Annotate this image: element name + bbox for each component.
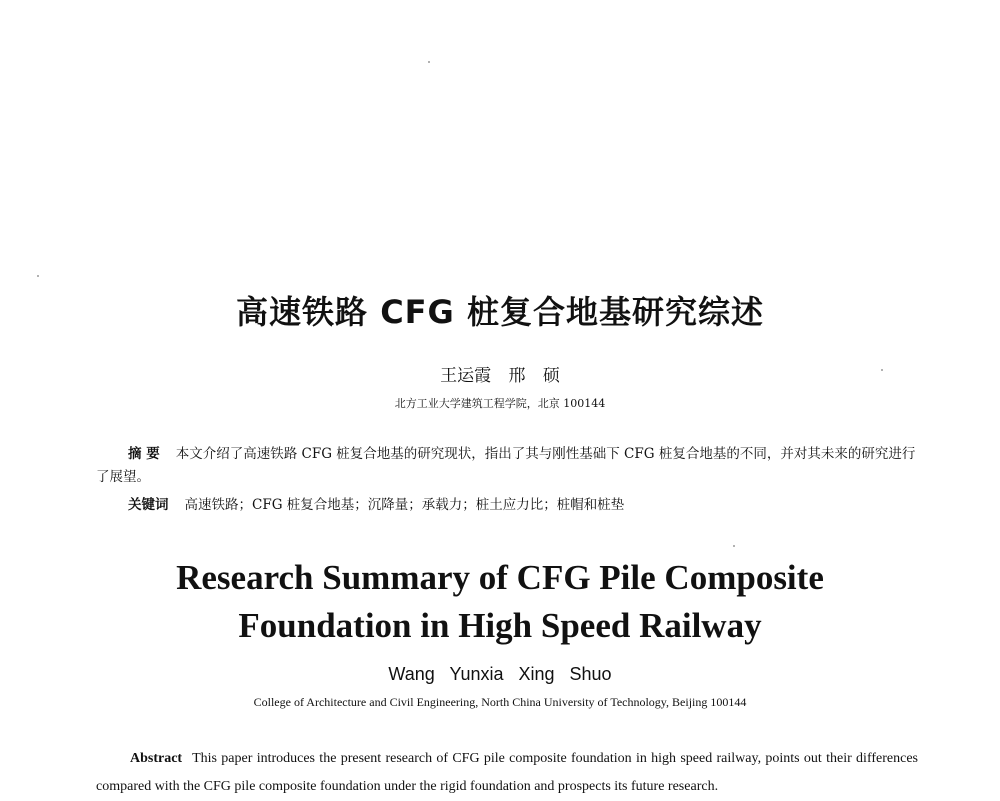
- english-abstract: [96, 745, 918, 801]
- english-authors: Wang Yunxia Xing Shuo: [388, 664, 612, 684]
- chinese-keywords-text: 高速铁路；CFG 桩复合地基；沉降量；承载力；桩土应力比；桩帽和桩垫: [184, 497, 625, 513]
- scan-speck: [428, 61, 430, 63]
- chinese-affiliation: 北方工业大学建筑工程学院，北京 100144: [394, 397, 606, 410]
- english-title-line-2: Foundation in High Speed Railway: [238, 606, 762, 645]
- english-abstract-label: Abstract: [130, 751, 183, 766]
- chinese-keywords: [128, 494, 918, 517]
- chinese-abstract: [96, 443, 918, 489]
- chinese-abstract-label: 摘 要: [128, 446, 160, 462]
- english-title: [0, 554, 1000, 650]
- english-title-line-1: Research Summary of CFG Pile Composite: [176, 558, 824, 597]
- english-affiliation: College of Architecture and Civil Engineering, North China University of Technology, Beijing 100144: [253, 695, 747, 709]
- scan-speck: [37, 275, 39, 277]
- scan-speck: [733, 545, 735, 547]
- chinese-abstract-text: 本文介绍了高速铁路 CFG 桩复合地基的研究现状，指出了其与刚性基础下 CFG 桩复合地基的不同，并对其未来的研究进行了展望。: [96, 446, 916, 485]
- chinese-title: 高速铁路 CFG 桩复合地基研究综述: [236, 293, 764, 331]
- english-abstract-text: This paper introduces the present research of CFG pile composite foundation in high speed railway, points out their differences compared with the CFG pile composite foundation under the rigid foundation and prospects its future research.: [96, 751, 918, 794]
- chinese-authors: 王运霞 邢 硕: [440, 366, 560, 386]
- chinese-keywords-label: 关键词: [128, 497, 169, 513]
